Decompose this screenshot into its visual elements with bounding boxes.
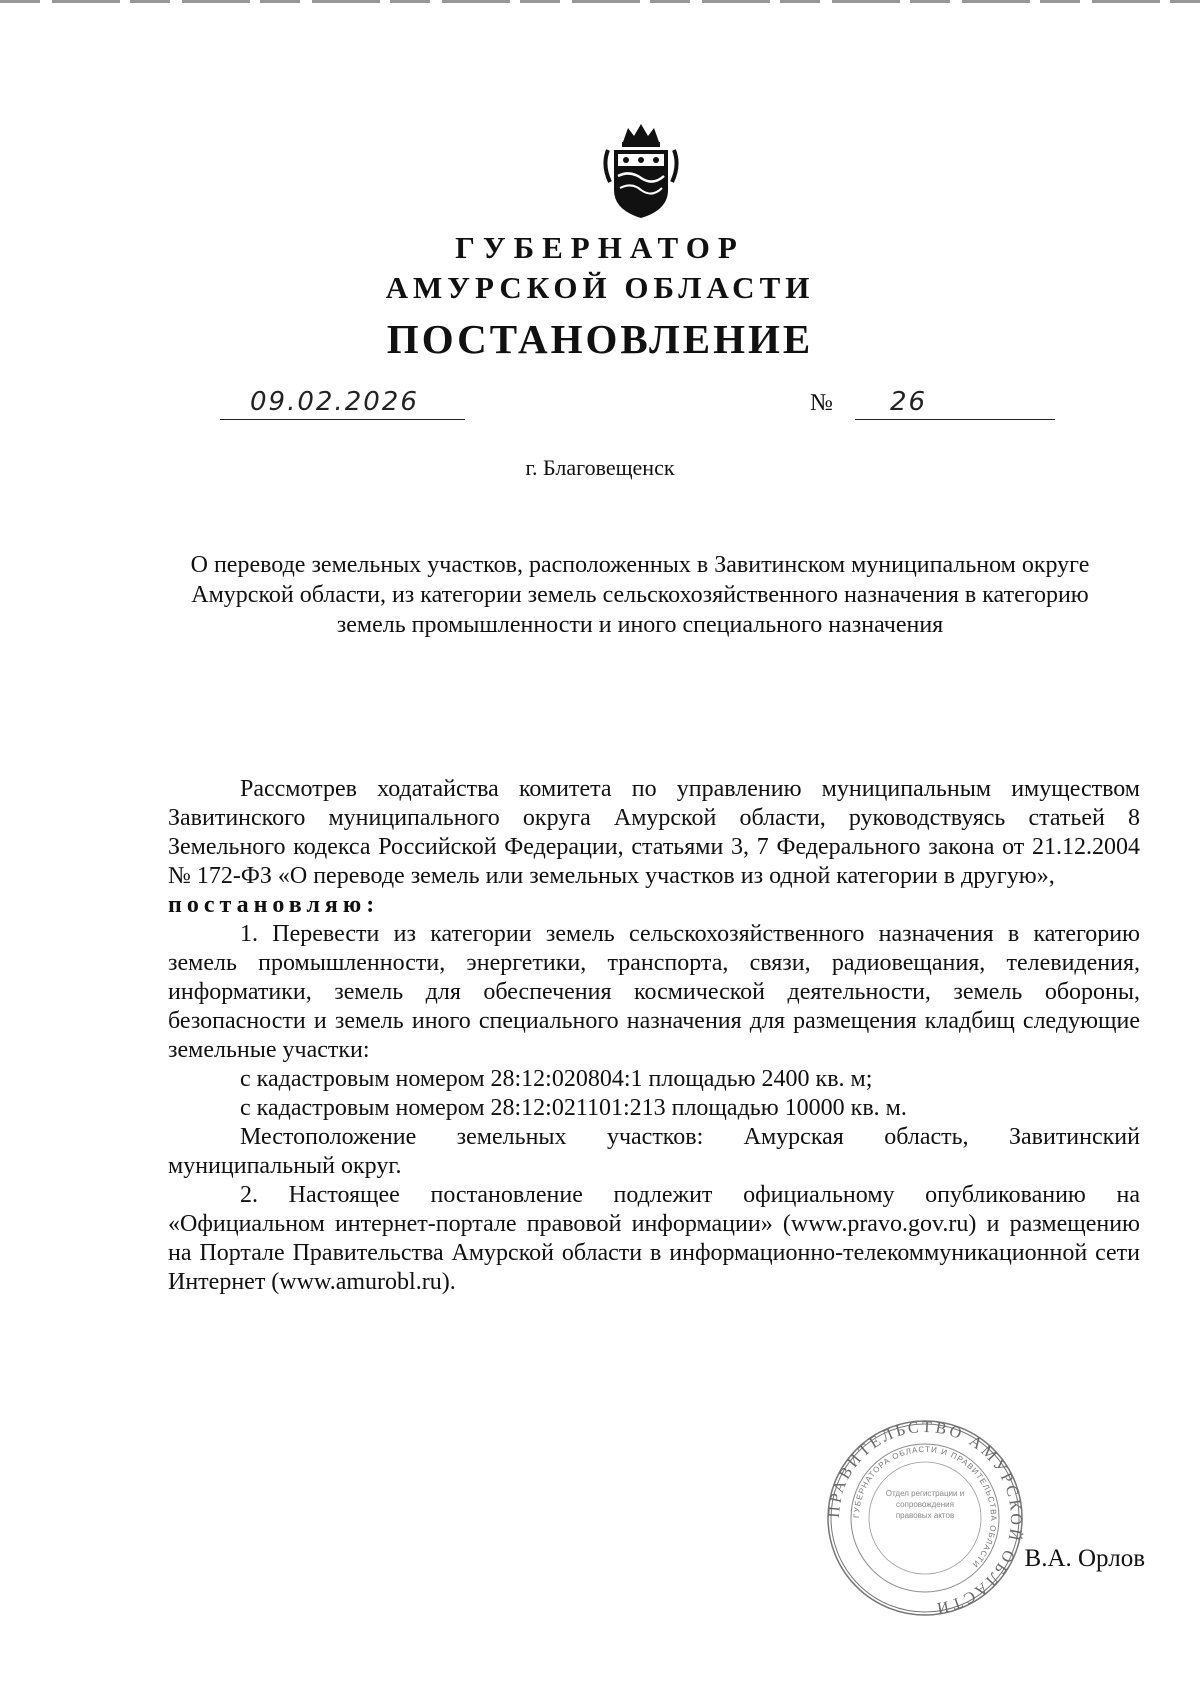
seal-outer-text: ПРАВИТЕЛЬСТВО АМУРСКОЙ ОБЛАСТИ — [825, 1418, 1025, 1617]
clause-2-paragraph: 2. Настоящее постановление подлежит официальному опубликованию на «Официальном интернет-портале правовой информации» (www.pravo.gov.ru) и размещению на Портале Правительства Амурской области в информационно-телекоммуникационной сети Интернет (www.amurobl.ru). — [168, 1182, 1140, 1295]
document-number-field — [855, 385, 1055, 420]
location-paragraph: Местоположение земельных участков: Амурская область, Завитинский муниципальный округ. — [168, 1124, 1140, 1179]
seal-center-text: Отдел регистрации и сопровождения правовых актов — [885, 1489, 965, 1520]
official-seal — [825, 1418, 1025, 1618]
document-body — [168, 775, 1140, 1297]
seal-inner-text: ГУБЕРНАТОРА ОБЛАСТИ И ПРАВИТЕЛЬСТВА ОБЛАСТИ — [851, 1444, 999, 1570]
parcel-2-line: с кадастровым номером 28:12:021101:213 площадью 10000 кв. м. — [240, 1095, 907, 1121]
signer-name: В.А. Орлов — [1024, 1545, 1145, 1572]
document-title: О переводе земельных участков, расположенных в Завитинском муниципальном округе Амурской области, из категории земель сельскохозяйственного назначения в категорию земель промышленности и иного специального назначения — [190, 552, 1090, 638]
document-date: 09.02.2026 — [250, 387, 419, 417]
document-type: ПОСТАНОВЛЕНИЕ — [386, 316, 814, 362]
issue-city: г. Благовещенск — [525, 455, 675, 480]
document-date-field — [220, 385, 465, 420]
clause-1-paragraph: 1. Перевести из категории земель сельскохозяйственного назначения в категорию земель промышленности, энергетики, транспорта, связи, радиовещания, телевидения, информатики, земель для обеспечения космической деятельности, земель обороны, безопасности и земель иного специального назначения для размещения кладбищ следующие земельные участки: — [168, 921, 1140, 1063]
coat-of-arms-icon — [598, 120, 684, 220]
document-number: 26 — [890, 387, 928, 417]
number-sign: № — [810, 390, 833, 416]
resolution-keyword: постановляю: — [168, 892, 380, 918]
preamble-paragraph: Рассмотрев ходатайства комитета по управлению муниципальным имуществом Завитинского муниципального округа Амурской области, руководствуясь статьей 8 Земельного кодекса Российской Федерации, статьями 3, 7 Федерального закона от 21.12.2004 № 172-ФЗ «О переводе земель или земельных участков из одной категории в другую», — [168, 776, 1140, 889]
parcel-1-line: с кадастровым номером 28:12:020804:1 площадью 2400 кв. м; — [240, 1066, 873, 1092]
scan-edge-artifact — [0, 0, 1200, 3]
issuer-region: АМУРСКОЙ ОБЛАСТИ — [385, 270, 815, 305]
issuer-title: ГУБЕРНАТОР — [455, 230, 745, 265]
